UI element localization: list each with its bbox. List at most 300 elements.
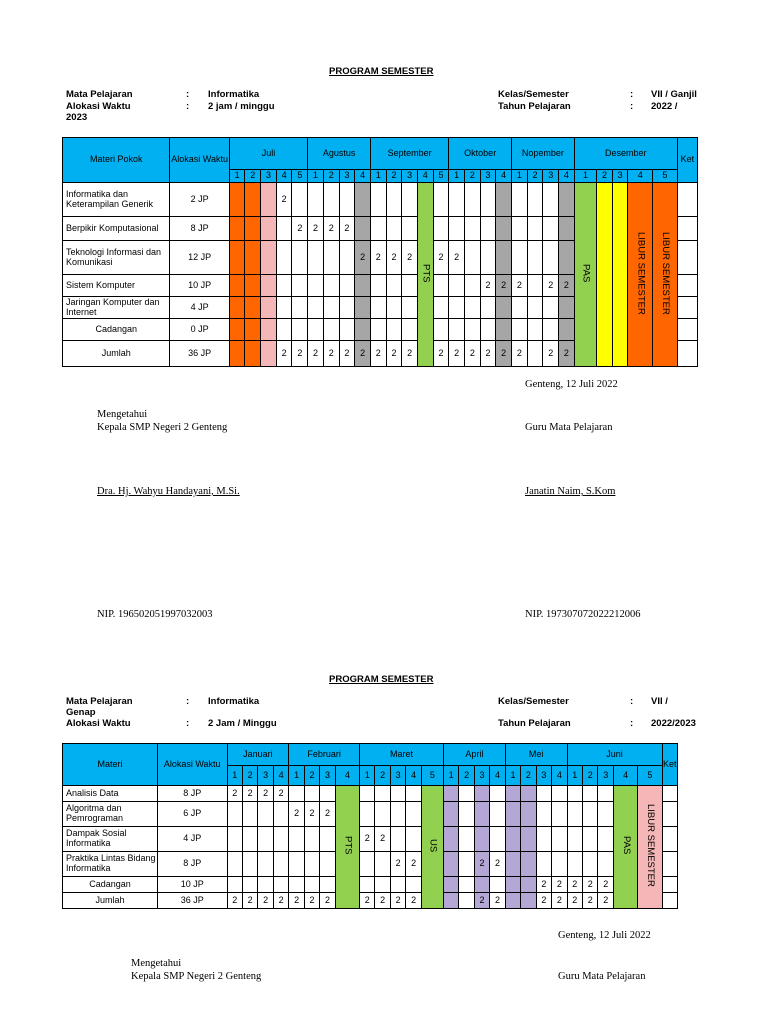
week-cell (261, 297, 277, 319)
week-header: 3 (536, 766, 551, 786)
week-cell (505, 827, 520, 852)
week-cell: 2 (242, 786, 257, 802)
week-cell (276, 297, 292, 319)
week-cell (465, 297, 481, 319)
materi-cell: Praktika Lintas Bidang Informatika (63, 852, 158, 877)
week-cell (527, 297, 543, 319)
ket-cell (662, 802, 677, 827)
guru-title-2: Guru Mata Pelajaran (558, 971, 646, 982)
week-cell (474, 802, 489, 827)
week-cell (258, 802, 273, 827)
week-cell: 2 (320, 802, 335, 827)
week-cell (276, 217, 292, 241)
week-cell (320, 786, 335, 802)
week-cell (583, 802, 598, 827)
week-cell (289, 827, 304, 852)
week-cell (512, 241, 528, 275)
week-cell (355, 217, 371, 241)
month-header: Desember (574, 138, 677, 170)
week-cell (496, 319, 512, 341)
week-header: 5 (653, 170, 678, 183)
place-date-1: Genteng, 12 Juli 2022 (525, 379, 618, 390)
week-cell (490, 877, 505, 893)
week-cell (386, 183, 402, 217)
week-cell: 2 (292, 217, 308, 241)
week-cell: 2 (598, 893, 613, 909)
week-cell (496, 217, 512, 241)
week-cell (370, 297, 386, 319)
ket-cell (677, 297, 697, 319)
alokasi-cell: 6 JP (157, 802, 227, 827)
week-cell (402, 217, 418, 241)
week-cell (406, 802, 421, 827)
wrapped-semester: Genap (66, 707, 96, 718)
week-cell (261, 183, 277, 217)
week-cell: 2 (355, 241, 371, 275)
week-cell (375, 786, 390, 802)
week-cell: 2 (308, 341, 324, 367)
week-cell (375, 802, 390, 827)
week-cell (229, 217, 245, 241)
mengetahui-1: Mengetahui (97, 409, 148, 420)
week-cell (229, 319, 245, 341)
week-cell: 2 (449, 241, 465, 275)
week-cell (521, 827, 536, 852)
materi-cell: Cadangan (63, 319, 170, 341)
week-cell: 2 (292, 341, 308, 367)
week-cell (292, 275, 308, 297)
materi-cell: Sistem Komputer (63, 275, 170, 297)
week-header: 2 (375, 766, 390, 786)
week-header: 2 (597, 170, 613, 183)
week-cell (323, 183, 339, 217)
week-cell (527, 341, 543, 367)
wrapped-year: 2023 (66, 112, 88, 123)
week-cell (339, 183, 355, 217)
week-cell (390, 786, 405, 802)
week-header: 1 (449, 170, 465, 183)
week-cell (505, 893, 520, 909)
week-cell: 2 (289, 893, 304, 909)
value-tahun-pelajaran: 2022/2023 (651, 718, 696, 729)
week-cell (261, 217, 277, 241)
week-header: 2 (304, 766, 319, 786)
pts-column (417, 183, 433, 367)
week-cell (304, 877, 319, 893)
materi-cell: Algoritma dan Pemrograman (63, 802, 158, 827)
week-cell (583, 827, 598, 852)
label-tahun-pelajaran: Tahun Pelajaran (498, 718, 571, 729)
pts-column (335, 786, 359, 909)
week-header: 2 (527, 170, 543, 183)
week-cell (402, 275, 418, 297)
libur-semester-column-label: LIBUR SEMESTER (660, 231, 672, 315)
sep: : (186, 718, 190, 729)
libur-semester-column (628, 183, 653, 367)
sep: : (186, 696, 190, 707)
month-header: April (443, 744, 505, 766)
week-cell (527, 217, 543, 241)
week-cell (273, 852, 288, 877)
alokasi-cell: 2 JP (170, 183, 229, 217)
week-cell (567, 827, 582, 852)
alokasi-cell: 10 JP (170, 275, 229, 297)
kepala-title-1: Kepala SMP Negeri 2 Genteng (97, 422, 228, 433)
week-cell (360, 877, 375, 893)
week-cell (370, 275, 386, 297)
week-cell (598, 786, 613, 802)
kepala-name: Dra. Hj. Wahyu Handayani, M.Si. (97, 486, 240, 497)
libur-semester-column (653, 183, 678, 367)
ket-cell (677, 217, 697, 241)
week-cell: 2 (390, 893, 405, 909)
header-materi: Materi (63, 744, 158, 786)
week-cell (406, 877, 421, 893)
alokasi-cell: 8 JP (170, 217, 229, 241)
week-cell: 2 (490, 893, 505, 909)
month-header: Januari (227, 744, 289, 766)
week-cell (261, 319, 277, 341)
month-header: Agustus (308, 138, 371, 170)
week-cell: 2 (480, 275, 496, 297)
week-header: 5 (292, 170, 308, 183)
week-cell (289, 877, 304, 893)
ket-cell (677, 183, 697, 217)
week-cell (433, 275, 449, 297)
week-cell (229, 297, 245, 319)
week-cell: 2 (402, 241, 418, 275)
week-cell (273, 877, 288, 893)
week-cell (355, 275, 371, 297)
week-cell (229, 183, 245, 217)
week-cell (527, 183, 543, 217)
week-cell (308, 183, 324, 217)
libur-semester-column-label: LIBUR SEMESTER (635, 231, 647, 315)
week-header: 3 (402, 170, 418, 183)
week-cell (559, 183, 575, 217)
week-cell: 2 (559, 275, 575, 297)
week-cell: 2 (258, 786, 273, 802)
week-cell: 2 (474, 852, 489, 877)
week-cell (276, 275, 292, 297)
week-header: 2 (459, 766, 474, 786)
value-alokasi-waktu: 2 jam / minggu (208, 101, 275, 112)
ket-cell (677, 319, 697, 341)
week-header: 2 (583, 766, 598, 786)
week-cell (459, 827, 474, 852)
week-cell (339, 319, 355, 341)
us-column (421, 786, 443, 909)
week-cell (245, 319, 261, 341)
week-cell: 2 (320, 893, 335, 909)
week-cell (512, 319, 528, 341)
week-cell: 2 (386, 341, 402, 367)
week-header: 4 (552, 766, 567, 786)
week-cell (449, 183, 465, 217)
month-header: September (370, 138, 448, 170)
table-row (63, 802, 698, 827)
week-cell: 2 (360, 827, 375, 852)
week-header: 1 (308, 170, 324, 183)
week-cell: 2 (474, 893, 489, 909)
week-header: 4 (417, 170, 433, 183)
week-cell (490, 802, 505, 827)
week-cell (227, 827, 242, 852)
week-header: 1 (229, 170, 245, 183)
pas-column-label: PAS (620, 836, 632, 855)
week-cell (261, 275, 277, 297)
ket-cell (677, 341, 697, 367)
semester-table-genap (62, 743, 698, 909)
week-cell (339, 275, 355, 297)
week-cell (474, 827, 489, 852)
week-cell (273, 802, 288, 827)
week-cell (512, 297, 528, 319)
week-cell (496, 297, 512, 319)
us-column-label: US (427, 838, 439, 853)
label-kelas-semester: Kelas/Semester (498, 89, 569, 100)
week-cell (370, 183, 386, 217)
week-header: 1 (443, 766, 458, 786)
week-cell (242, 802, 257, 827)
week-cell (229, 275, 245, 297)
materi-cell: Analisis Data (63, 786, 158, 802)
header-ket: Ket (662, 744, 677, 786)
week-header: 3 (543, 170, 559, 183)
week-cell: 2 (273, 893, 288, 909)
week-cell: 2 (273, 786, 288, 802)
week-cell: 2 (433, 241, 449, 275)
week-header: 2 (242, 766, 257, 786)
week-cell (443, 802, 458, 827)
alokasi-cell: 0 JP (170, 319, 229, 341)
week-cell (443, 852, 458, 877)
week-cell: 2 (402, 341, 418, 367)
ket-cell (677, 241, 697, 275)
week-cell (276, 319, 292, 341)
week-header: 3 (480, 170, 496, 183)
week-cell: 2 (449, 341, 465, 367)
week-cell: 2 (375, 827, 390, 852)
week-cell (459, 786, 474, 802)
week-cell (459, 852, 474, 877)
month-header: Oktober (449, 138, 512, 170)
week-cell (543, 241, 559, 275)
page-title-2: PROGRAM SEMESTER (329, 674, 434, 685)
week-cell (552, 827, 567, 852)
week-cell (496, 241, 512, 275)
materi-cell: Cadangan (63, 877, 158, 893)
week-cell (308, 241, 324, 275)
header-ket: Ket (677, 138, 697, 183)
week-cell (289, 786, 304, 802)
week-cell (443, 827, 458, 852)
week-cell (480, 217, 496, 241)
week-cell (465, 275, 481, 297)
week-cell (536, 852, 551, 877)
week-cell (443, 893, 458, 909)
kepala-title-2: Kepala SMP Negeri 2 Genteng (131, 971, 262, 982)
week-cell: 2 (339, 341, 355, 367)
week-cell (304, 827, 319, 852)
week-cell (292, 319, 308, 341)
week-cell (386, 297, 402, 319)
week-cell (527, 241, 543, 275)
week-cell (292, 297, 308, 319)
week-cell (242, 827, 257, 852)
week-cell (465, 319, 481, 341)
week-cell (245, 217, 261, 241)
week-cell (245, 341, 261, 367)
week-cell (323, 275, 339, 297)
week-header: 5 (433, 170, 449, 183)
week-cell (261, 341, 277, 367)
alokasi-cell: 10 JP (157, 877, 227, 893)
week-header: 1 (289, 766, 304, 786)
week-cell (521, 877, 536, 893)
week-cell (355, 183, 371, 217)
week-cell (567, 786, 582, 802)
week-header: 2 (245, 170, 261, 183)
week-cell (536, 802, 551, 827)
week-cell: 2 (496, 341, 512, 367)
week-cell: 2 (552, 893, 567, 909)
mengetahui-2: Mengetahui (131, 958, 182, 969)
week-cell (433, 319, 449, 341)
week-cell (245, 275, 261, 297)
week-cell (433, 183, 449, 217)
week-cell: 2 (386, 241, 402, 275)
week-cell: 2 (390, 852, 405, 877)
week-cell: 2 (242, 893, 257, 909)
week-cell (390, 802, 405, 827)
week-cell (480, 241, 496, 275)
week-cell (386, 217, 402, 241)
week-cell (433, 217, 449, 241)
week-header: 4 (490, 766, 505, 786)
materi-cell: Teknologi Informasi dan Komunikasi (63, 241, 170, 275)
label-mata-pelajaran: Mata Pelajaran (66, 696, 133, 707)
week-header: 2 (386, 170, 402, 183)
week-header: 4 (559, 170, 575, 183)
week-cell (375, 877, 390, 893)
yellow-column (597, 183, 613, 367)
week-header: 3 (390, 766, 405, 786)
week-cell (227, 802, 242, 827)
week-cell (480, 319, 496, 341)
week-cell (323, 241, 339, 275)
week-cell (261, 241, 277, 275)
week-cell (559, 319, 575, 341)
month-header: Nopember (512, 138, 575, 170)
alokasi-cell: 8 JP (157, 786, 227, 802)
week-cell (583, 852, 598, 877)
sep: : (630, 101, 634, 112)
week-header: 1 (505, 766, 520, 786)
week-cell: 2 (583, 893, 598, 909)
week-cell: 2 (227, 893, 242, 909)
pas-column-label: PAS (580, 263, 592, 283)
week-cell (552, 802, 567, 827)
yellow-column (612, 183, 628, 367)
week-cell: 2 (465, 341, 481, 367)
sep: : (630, 696, 634, 707)
sep: : (186, 101, 190, 112)
week-cell: 2 (536, 877, 551, 893)
week-cell (258, 877, 273, 893)
alokasi-cell: 12 JP (170, 241, 229, 275)
month-header: Maret (360, 744, 444, 766)
week-cell (258, 827, 273, 852)
label-tahun-pelajaran: Tahun Pelajaran (498, 101, 571, 112)
week-cell (474, 786, 489, 802)
header-materi: Materi Pokok (63, 138, 170, 183)
week-cell (598, 827, 613, 852)
week-cell (567, 802, 582, 827)
semester-table-ganjil (62, 137, 698, 367)
page-title-1: PROGRAM SEMESTER (329, 66, 434, 77)
week-header: 3 (612, 170, 628, 183)
week-cell (527, 275, 543, 297)
week-cell (355, 297, 371, 319)
week-cell (449, 319, 465, 341)
week-cell (474, 877, 489, 893)
week-cell (490, 786, 505, 802)
week-cell (339, 241, 355, 275)
week-cell (449, 275, 465, 297)
materi-cell: Dampak Sosial Informatika (63, 827, 158, 852)
ket-cell (662, 852, 677, 877)
week-header: 3 (258, 766, 273, 786)
week-header: 4 (355, 170, 371, 183)
header-alokasi: Alokasi Waktu (157, 744, 227, 786)
week-cell: 2 (276, 183, 292, 217)
week-cell (370, 217, 386, 241)
week-header: 3 (339, 170, 355, 183)
week-cell (521, 802, 536, 827)
week-header: 4 (406, 766, 421, 786)
week-header: 3 (598, 766, 613, 786)
table-row (63, 827, 698, 852)
week-cell (480, 183, 496, 217)
week-cell: 2 (304, 893, 319, 909)
week-cell (402, 297, 418, 319)
week-cell (245, 241, 261, 275)
week-cell (304, 852, 319, 877)
week-cell (449, 297, 465, 319)
week-header: 1 (370, 170, 386, 183)
week-cell (598, 852, 613, 877)
week-header: 1 (574, 170, 596, 183)
week-cell (323, 319, 339, 341)
week-cell: 2 (543, 341, 559, 367)
week-cell (459, 893, 474, 909)
week-header: 1 (227, 766, 242, 786)
week-cell: 2 (490, 852, 505, 877)
week-header: 5 (421, 766, 443, 786)
week-header: 2 (521, 766, 536, 786)
week-cell (536, 786, 551, 802)
week-cell: 2 (227, 786, 242, 802)
week-cell: 2 (370, 341, 386, 367)
week-cell (543, 183, 559, 217)
week-cell (543, 297, 559, 319)
week-cell (496, 183, 512, 217)
week-cell (390, 877, 405, 893)
week-cell: 2 (370, 241, 386, 275)
week-cell (375, 852, 390, 877)
week-cell (512, 217, 528, 241)
